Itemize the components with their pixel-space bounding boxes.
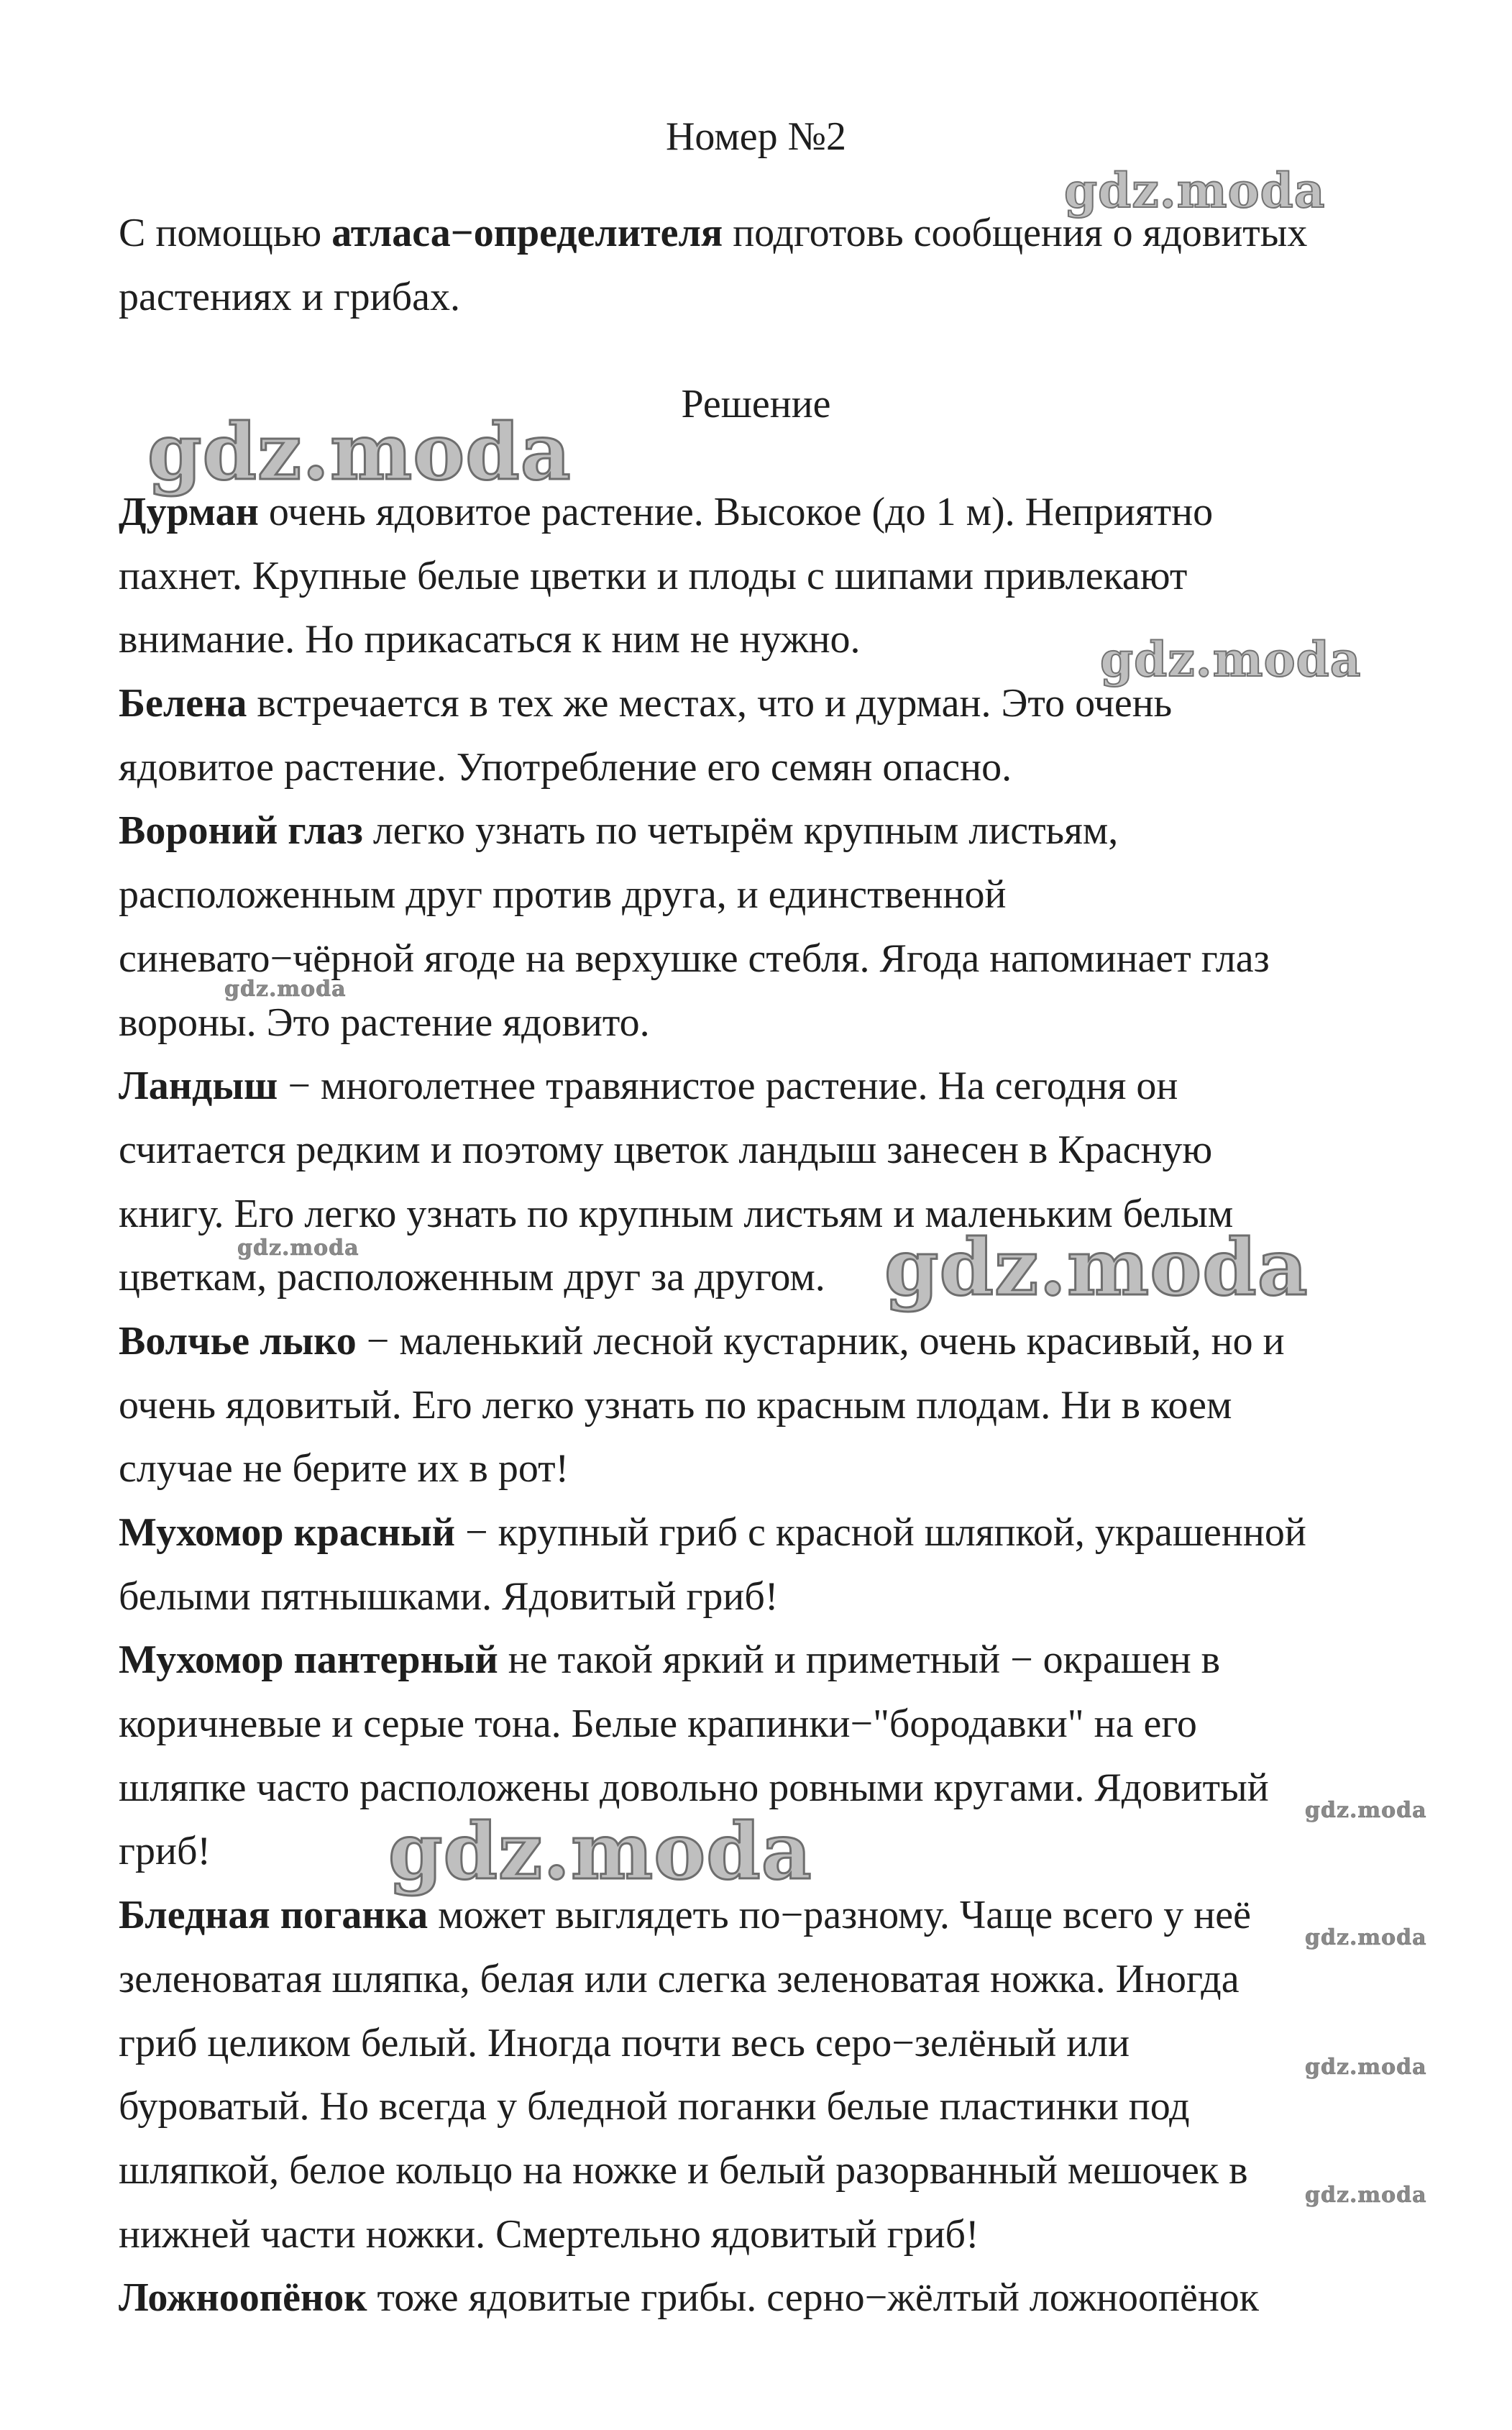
body-text: − многолетнее травянистое растение. На сегодня он [278, 1064, 1178, 1109]
body-line [119, 2139, 1434, 2203]
term-heading: Волчье лыко [119, 1318, 357, 1364]
body-text: считается редким и поэтому цветок ландыш занесен в Красную [119, 1127, 1213, 1172]
task-line-2: растениях и грибах. [119, 274, 460, 319]
body-text: не такой яркий и приметный − окрашен в [498, 1637, 1221, 1683]
term-heading: Дурман [119, 490, 259, 534]
term-heading: Вороний глаз [119, 808, 363, 854]
body-text: белыми пятнышками. Ядовитый гриб! [119, 1573, 779, 1619]
term-heading: Ложноопёнок [119, 2275, 367, 2321]
body-line [119, 991, 1434, 1055]
body-text: очень ядовитое растение. Высокое (до 1 м). Неприятно [258, 490, 1214, 534]
body-line [119, 1246, 1434, 1310]
body-text: ядовитое растение. Употребление его семян опасно. [119, 744, 1012, 790]
body-line [119, 608, 1434, 672]
body-text: встречается в тех же местах, что и дурман. Это очень [247, 681, 1173, 726]
watermark-logo: gdz.moda [1305, 2055, 1427, 2080]
task-prefix: С помощью [119, 211, 332, 255]
body-line [119, 1054, 1434, 1118]
term-heading: Ландыш [119, 1064, 278, 1109]
body-line [119, 863, 1434, 927]
body-text: − маленький лесной кустарник, очень красивый, но и [356, 1318, 1285, 1364]
watermark-logo: gdz.moda [147, 407, 572, 498]
solution-heading: Решение [681, 382, 831, 426]
watermark-logo: gdz.moda [1305, 1798, 1427, 1823]
body-line [119, 1883, 1434, 1947]
body-line [119, 799, 1434, 863]
body-line [119, 927, 1434, 991]
body-text: книгу. Его легко узнать по крупным листьям и маленьким белым [119, 1191, 1234, 1236]
body-text: внимание. Но прикасаться к ним не нужно. [119, 617, 861, 662]
task-bold-term: атласа−определителя [331, 211, 723, 255]
body-text: гриб! [119, 1829, 211, 1874]
body-line [119, 1628, 1434, 1692]
watermark-logo: gdz.moda [237, 1235, 359, 1261]
body-line [119, 1756, 1434, 1820]
body-line [119, 2075, 1434, 2139]
body-line [119, 1692, 1434, 1756]
term-heading: Мухомор красный [119, 1510, 455, 1555]
body-text: гриб целиком белый. Иногда почти весь серо−зелёный или [119, 2020, 1130, 2065]
body-text: коричневые и серые тона. Белые крапинки−"бородавки" на его [119, 1702, 1197, 1747]
body-line [119, 2266, 1434, 2330]
body-line [119, 1437, 1434, 1501]
body-line [119, 1118, 1434, 1182]
watermark-logo: gdz.moda [224, 977, 347, 1002]
task-line-1-rest: подготовь сообщения о ядовитых [723, 211, 1308, 255]
body-line [119, 1819, 1434, 1883]
body-text: пахнет. Крупные белые цветки и плоды с шипами привлекают [119, 553, 1188, 598]
body-line [119, 1947, 1434, 2011]
body-text: шляпкой, белое кольцо на ножке и белый разорванный мешочек в [119, 2147, 1248, 2193]
body-line [119, 1374, 1434, 1438]
body-text: тоже ядовитые грибы. серно−жёлтый ложноопёнок [367, 2275, 1259, 2321]
task-statement [119, 201, 1434, 329]
body-line [119, 1501, 1434, 1565]
watermark-logo: gdz.moda [388, 1806, 812, 1897]
watermark-logo: gdz.moda [884, 1223, 1309, 1313]
body-text: вороны. Это растение ядовито. [119, 1000, 650, 1045]
watermark-logo: gdz.moda [1064, 163, 1326, 219]
task-line-1 [119, 201, 1434, 265]
term-heading: Бледная поганка [119, 1893, 429, 1938]
body-text: расположенным друг против друга, и единственной [119, 872, 1007, 918]
watermark-logo: gdz.moda [1305, 1925, 1427, 1950]
body-line [119, 480, 1434, 544]
body-text: очень ядовитый. Его легко узнать по красным плодам. Ни в коем [119, 1382, 1232, 1428]
body-text: шляпке часто расположены довольно ровными кругами. Ядовитый [119, 1765, 1269, 1810]
body-text: цветкам, расположенным друг за другом. [119, 1255, 825, 1300]
solution-body [119, 480, 1434, 2330]
term-heading: Белена [119, 681, 247, 726]
body-text: зеленоватая шляпка, белая или слегка зеленоватая ножка. Иногда [119, 1956, 1240, 2001]
body-line [119, 1182, 1434, 1246]
body-line [119, 672, 1434, 736]
body-text: легко узнать по четырём крупным листьям, [362, 808, 1119, 854]
watermark-logo: gdz.moda [1100, 631, 1362, 688]
body-text: − крупный гриб с красной шляпкой, украшенной [455, 1510, 1306, 1555]
body-line [119, 736, 1434, 800]
body-text: может выглядеть по−разному. Чаще всего у неё [428, 1893, 1251, 1938]
body-line [119, 2011, 1434, 2075]
body-text: синевато−чёрной ягоде на верхушке стебля. Ягода напоминает глаз [119, 936, 1270, 981]
body-line [119, 1310, 1434, 1374]
body-text: случае не берите их в рот! [119, 1446, 569, 1492]
watermark-logo: gdz.moda [1305, 2183, 1427, 2208]
page-title: Номер №2 [665, 114, 847, 159]
body-line [119, 2203, 1434, 2267]
body-text: нижней части ножки. Смертельно ядовитый гриб! [119, 2211, 979, 2257]
body-text: буроватый. Но всегда у бледной поганки белые пластинки под [119, 2084, 1190, 2129]
term-heading: Мухомор пантерный [119, 1637, 498, 1683]
body-line [119, 1565, 1434, 1629]
body-line [119, 544, 1434, 608]
